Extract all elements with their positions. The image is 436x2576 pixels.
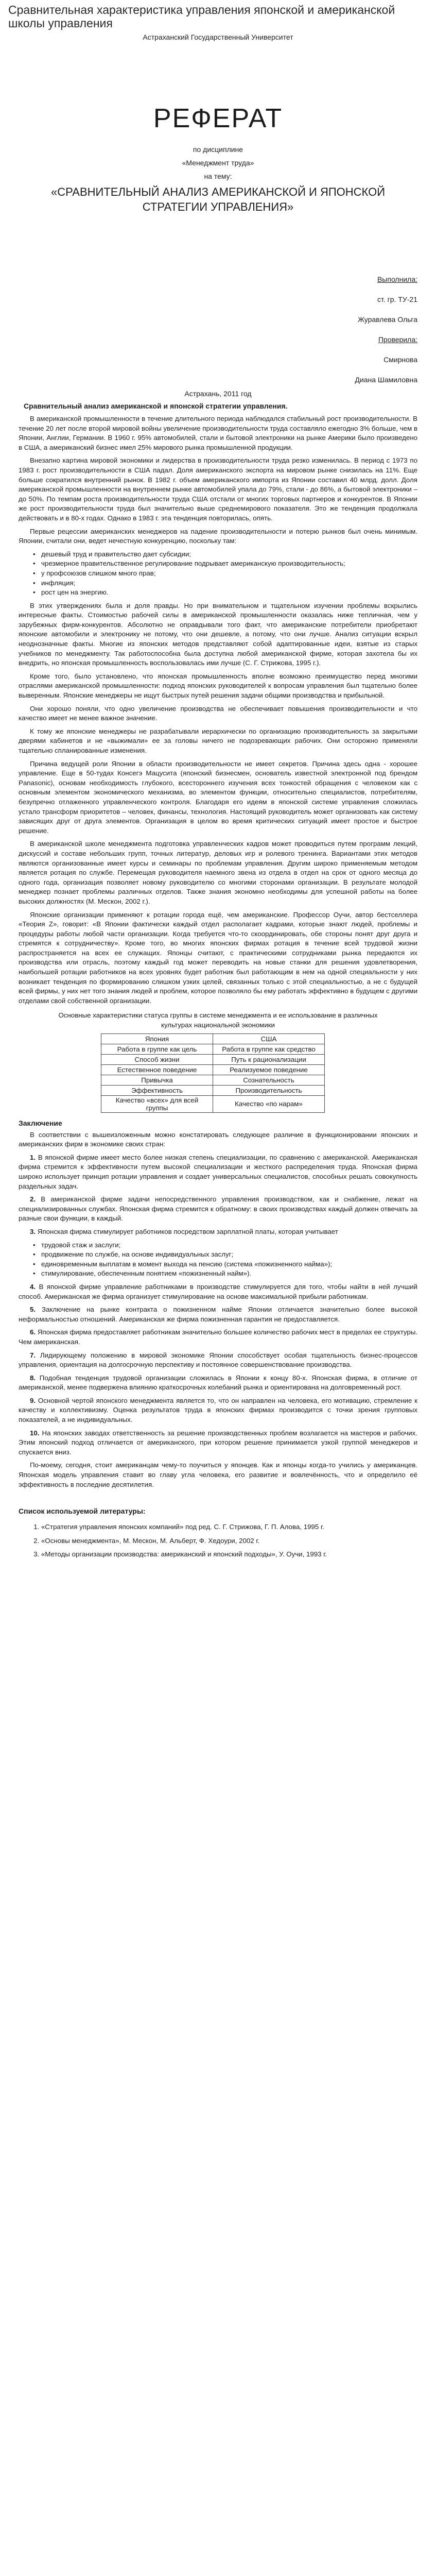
numbered-paragraph: 1. В японской фирме имеет место более низкая степень специализации, по сравнению с американской. Американская фирма стремится к эффективности путем высокой специализации и жесткого распределения труда. Японская фирма широко использует принцип ротации управления и создает универсальных специалистов, способных решать совокупность раздельных задач. [19, 1153, 417, 1190]
paragraph: К тому же японские менеджеры не разрабатывали иерархически по организацию производительность за закрытыми дверями кабинетов и не «выжимали» ее за головы ничего не подозревающих рабочих. Они осторожно применяли тщательно спланированные изменения. [19, 727, 417, 754]
table-cell: Работа в группе как цель [101, 1044, 213, 1054]
paragraph-text: На японских заводах ответственность за решение производственных проблем возлагается на мастеров и рабочих. Этим японский подход отличается от американского, при котором решение принимается узкой группой менеджеров и спускается вниз. [19, 1429, 417, 1456]
checker-name: Диана Шамиловна [355, 376, 417, 384]
paragraph-text: В американской фирме задачи непосредственного управления производством, как и снабжение, лежат на специализированных службах. Японская фирма стремится к обратному: в своих производствах каждый должен отвечать за разные свои функции, в каждый. [19, 1195, 417, 1223]
document-title: Сравнительная характеристика управления японской и американской школы управления [8, 3, 395, 30]
paragraph: Внезапно картина мировой экономики и лидерства в производительности труда резко изменилась. В период с 1973 по 1983 г. рост производительности в США падал. Доля американского экспорта на мировом рынке снизилась на 11%. Еще больше сократился внутренний рынок. В 1982 г. объем американского импорта из Японии составил 40 млрд. долл. Доля американской промышленности на внутреннем рынке автомобилей упала до 79%, стали - до 86%, а бытовой электроники – до 50%. По темпам роста производительности труда США отстали от многих торговых партнеров и конкурентов. В Японии же рост производительности труда был значительно выше среднемирового показателя. Это же тенденция продолжала действовать и в 80-х годах. Однако в 1983 г. эта тенденция повторилась, опять. [19, 456, 417, 522]
conclusion-heading: Заключение [19, 1118, 62, 1127]
list-item: • дешевый труд и правительство дает субсидии; [41, 550, 417, 560]
paragraph: Причина ведущей роли Японии в области производительности не имеет секретов. Причина здесь одна - хорошее управление. Еще в 50-тудах Консегэ Мацусита (японский бизнесмен, основатель известной электронной под брендом Panasonic), основам необходимость глубокого, всестороннего изучения всех тонкостей обращения с человеком как с основным элементом экономического механизма, во элементом функции, относительно специалистов, потребителям, безупречно отлаженного управленческого контроля. Благодаря его идеям в японской системе управления сложилась устало трансформ приоритетов – человек, финансы, технология. Настоящий руководитель может организовать как систему зависящих друг от друга элементов. Организация в целом во время критических ситуаций имеет простое и быстрое решение. [19, 759, 417, 835]
numbered-paragraph: 7. Лидирующему положению в мировой экономике Японии способствует особая тщательность бизнес-процессов управления, ориентация на долгосрочную перспективу и постоянное совершенствование производства. [19, 1351, 417, 1369]
list-item: • чрезмерное правительственное регулирование подрывает американскую производительность; [41, 559, 417, 569]
table-caption: Основные характеристики статуса группы в системе менеджмента и ее использование в различных культурах национальной экономики [58, 1011, 378, 1029]
list-item: • инфляция; [41, 579, 417, 588]
numbered-paragraph: 3. Японская фирма стимулирует работников посредством зарплатной платы, которая учитывает [30, 1227, 338, 1235]
literature-item: 3. «Методы организации производства: американский и японский подходы», У. Оучи, 1993 г. [41, 1550, 417, 1560]
table-row [101, 1075, 325, 1085]
incentives-list [19, 1241, 417, 1279]
comparison-table [101, 1033, 325, 1113]
table-cell: Эффективность [101, 1085, 213, 1095]
performed-label: Выполнила: [377, 275, 417, 283]
column-header-usa: США [213, 1033, 325, 1044]
paragraph: В американской промышленности в течение длительного периода наблюдался стабильный рост производительности. В течение 20 лет после второй мировой войны увеличение производительности труда составляло ежегодно 3% больше, чем в Японии, Англии, Германии. В 1960 г. 95% автомобилей, стали и бытовой электроники на рынке Америки было произведено в США, а американский бизнес имел 25% мирового рынка промышленной продукции. [19, 415, 417, 451]
table-cell: Качество «всех» для всей группы [101, 1095, 213, 1112]
discipline-name: «Менеджмент труда» [182, 159, 254, 167]
author-block [0, 275, 417, 384]
numbered-paragraph: 6. Японская фирма предоставляет работникам значительно большее количество рабочих мест в пределах ее структуры. Чем американская. [19, 1328, 417, 1346]
referat-heading: РЕФЕРАТ [153, 104, 283, 133]
literature-list [19, 1522, 417, 1560]
table-cell: Естественное поведение [101, 1064, 213, 1075]
literature-heading: Список используемой литературы: [19, 1507, 146, 1516]
list-item: • рост цен на энергию. [41, 588, 417, 598]
table-cell: Путь к рационализации [213, 1054, 325, 1064]
paragraph-text: В японской фирме управление работниками в производстве стимулируется для того, чтобы найти в ней лучший способ. Американская же фирма организует стимулирование на основе максимальной прибыли работникам. [19, 1282, 417, 1300]
list-item: • стимулирование, обеспеченным понятием «пожизненный найм»). [41, 1269, 417, 1279]
theme-title: «СРАВНИТЕЛЬНЫЙ АНАЛИЗ АМЕРИКАНСКОЙ И ЯПОНСКОЙ СТРАТЕГИИ УПРАВЛЕНИЯ» [50, 185, 386, 213]
paragraph-text: Японская фирма стимулирует работников посредством зарплатной платы, которая учитывает [37, 1227, 338, 1235]
table-header-row [101, 1033, 325, 1044]
university-name: Астраханский Государственный Университет [143, 33, 293, 41]
paragraph: Они хорошо поняли, что одно увеличение производства не обеспечивает повышения производительности и что качество имеет не менее важное значение. [19, 704, 417, 722]
list-item: • трудовой стаж и заслуги; [41, 1241, 417, 1250]
numbered-paragraph: 5. Заключение на рынке контракта о пожизненном найме Японии отличается значительно более высокой неформальностью отношений. Американская же фирма пожизненная гарантия не предоставляется. [19, 1306, 417, 1323]
table-cell: Работа в группе как средство [213, 1044, 325, 1054]
list-item: • продвижение по службе, на основе индивидуальных заслуг; [41, 1250, 417, 1260]
theme-label: на тему: [204, 172, 232, 180]
paragraph: В этих утверждениях была и доля правды. Но при внимательном и тщательном изучении проблемы вскрылись интересные факты. Стоимостью рабочей силы в американской промышленности оказалась ниже тепличная, чем у зарубежных фирм-конкурентов. Абсолютно не оправдывали того факт, что американские потребители приобретают японские автомобили и электронику не потому, что они дешевле, а потому, что они лучше. Анализ ситуации вскрыл неоднозначные факты. Многие из японских методов представляют собой адаптированные идеи, взятые из старых учебников по менеджменту. Так работоспособна была доступна любой американской фирме, которая захотела бы их внедрить, но японская промышленность воспользовалась ими лучше (С. Г. Стрижова, 1995 г.). [19, 601, 417, 667]
table-row [101, 1064, 325, 1075]
numbered-paragraph: 8. Подобная тенденция трудовой организации сложилась в Японии к концу 80-х. Японская фирма, в отличие от американской, менее подвержена влиянию краткосрочных колебаний рынка и ориентирована на долговременный рост. [19, 1374, 417, 1392]
table-row [101, 1044, 325, 1054]
literature-item: 2. «Основы менеджмента», М. Мескон, М. Альберт, Ф. Хедоури, 2002 г. [41, 1536, 417, 1546]
table-row [101, 1095, 325, 1112]
reasons-list [19, 550, 417, 598]
paragraph-text: Подобная тенденция трудовой организации сложилась в Японии к концу 80-х. Японская фирма, в отличие от американской, менее подвержена влиянию краткосрочных колебаний рынка и ориентирована на долговременный рост. [19, 1374, 417, 1392]
paragraph: По-моему, сегодня, стоит американцам чему-то поучиться у японцев. Как и японцы когда-то учились у американцев. Японская модель управления ставит во главу угла человека, его развитие и вовлечённость, что и определило её эффективность в последние десятилетия. [19, 1461, 417, 1488]
checker-surname: Смирнова [383, 355, 417, 364]
paragraph-text: Заключение на рынке контракта о пожизненном найме Японии отличается значительно более высокой неформальностью отношений. Американская же фирма пожизненная гарантия не предоставляется. [19, 1306, 417, 1323]
table-row [101, 1085, 325, 1095]
numbered-paragraph: 2. В американской фирме задачи непосредственного управления производством, как и снабжение, лежат на специализированных службах. Японская фирма стремится к обратному: в своих производствах каждый должен отвечать за разные свои функции, в каждый. [19, 1195, 417, 1223]
paragraph-text: Основной чертой японского менеджмента является то, что он направлен на человека, его мотивацию, стремление к качеству и коллективизму. Оценка результатов труда в японских фирмах производится с точки зрения групповых показателей, а не индивидуальных. [19, 1396, 417, 1424]
student-group: ст. гр. ТУ-21 [377, 295, 417, 303]
table-row [101, 1054, 325, 1064]
list-item: • единовременным выплатам в момент выхода на пенсию (система «пожизненного найма»); [41, 1260, 417, 1269]
literature-item: 1. «Стратегия управления японских компаний» под ред. С. Г. Стрижова, Г. П. Алова, 1995 г. [41, 1522, 417, 1532]
section-heading: Сравнительный анализ американской и японской стратегии управления. [24, 402, 288, 410]
main-content [0, 402, 436, 1560]
paragraph-text: В японской фирме имеет место более низкая степень специализации, по сравнению с американской. Американская фирма стремится к эффективности путем высокой специализации и жесткого распределения труда. Японская фирма широко использует принцип ротации управления и создает универсальных специалистов, способных решать совокупность раздельных задач. [19, 1153, 417, 1190]
discipline-line: по дисциплине [193, 145, 243, 154]
table-cell: Производительность [213, 1085, 325, 1095]
student-name: Журавлева Ольга [358, 315, 417, 324]
table-cell: Способ жизни [101, 1054, 213, 1064]
paragraph: В американской школе менеджмента подготовка управленческих кадров может проводиться путем программ лекций, дискуссий и составе небольших групп, точных литератур, деловых игр и ролевого тренинга. Вариантами этих методов являются организованные имеет курсы и семинары по проблемам управления. Другим широко применяемым методом является ротация по службе. Перемещая руководителя наемного звена из отдела в отдел на срок от одного месяца до одного года, организация позволяет новому руководителю со многими сторонами организации. В результате молодой менеджер познает проблемы различных отделов. Также знания экономно необходимы для успешной работы на более высоких должностях (М. Мескон, 2002 г.). [19, 840, 417, 905]
paragraph: В соответствии с вышеизложенным можно констатировать следующее различие в функционировании японских и американских фирм в экономике своих стран: [19, 1130, 417, 1148]
literature-section [19, 1507, 417, 1560]
table-cell: Реализуемое поведение [213, 1064, 325, 1075]
checked-label: Проверила: [378, 335, 417, 344]
numbered-paragraph: 10. На японских заводах ответственность за решение производственных проблем возлагается на мастеров и рабочих. Этим японский подход отличается от американского, при котором решение принимается узкой группой менеджеров и спускается вниз. [19, 1429, 417, 1456]
table-cell: Сознательность [213, 1075, 325, 1085]
table-cell: Привычка [101, 1075, 213, 1085]
numbered-paragraph: 9. Основной чертой японского менеджмента является то, что он направлен на человека, его мотивацию, стремление к качеству и коллективизму. Оценка результатов труда в японских фирмах производится с точки зрения групповых показателей, а не индивидуальных. [19, 1396, 417, 1424]
list-item: • у профсоюзов слишком много прав; [41, 569, 417, 579]
paragraph: Кроме того, было установлено, что японская промышленность вполне возможно преимущество перед многими отраслями американской промышленности: подход японских руководителей к вопросам управления был тщательно более выверенным. Японские менеджеры не ищут быстрых путей решения задачи общими производства и прибыльной. [19, 672, 417, 700]
paragraph: Первые рецессии американских менеджеров на падение производительности и потерю рынков был очень минимым. Японии, считали они, ведет нечестную конкуренцию, поскольку там: [19, 527, 417, 545]
numbered-paragraph: 4. В японской фирме управление работниками в производстве стимулируется для того, чтобы найти в ней лучший способ. Американская же фирма организует стимулирование на основе максимальной прибыли работникам. [19, 1282, 417, 1300]
paragraph-text: Японская фирма предоставляет работникам значительно большее количество рабочих мест в пределах ее структуры. Чем американская. [19, 1328, 417, 1346]
city-year: Астрахань, 2011 год [184, 389, 252, 398]
paragraph: Японские организации применяют к ротации города ещё, чем американские. Профессор Оучи, автор бестселлера «Теория Z», говорит: «В Японии фактически каждый отдел располагает кадрами, которые знают людей, проблемы и процедуры работы любой части организации. Когда требуется что-то скоординировать, обе стороны понят друг друга и стремятся к сотрудничеству». Кроме того, во многих японских фирмах ротация в течение всей трудовой жизни распространяется на всех ее служащих. Японцы считают, с практическими сотрудниками рынка передаются их производства или отрасль, поэтому каждый год может переводить на новые станки для решения удовлетворения, наибольшей ротации работников на всех уровнях будет работник был работающим в нем на одной специальности у них возникает тенденция по формированию слишком узких целей, связанных только с этой специальностью, а не с будущей всей фирмы, у них нет того знания людей и проблем, которое позволяло бы ему работать эффективно в будущем с другими отделами свой собственной организации. [19, 910, 417, 1005]
table-cell: Качество «по нарам» [213, 1095, 325, 1112]
column-header-japan: Япония [101, 1033, 213, 1044]
paragraph-text: Лидирующему положению в мировой экономике Японии способствует особая тщательность бизнес-процессов управления, ориентация на долгосрочную перспективу и постоянное совершенствование производства. [19, 1351, 417, 1369]
